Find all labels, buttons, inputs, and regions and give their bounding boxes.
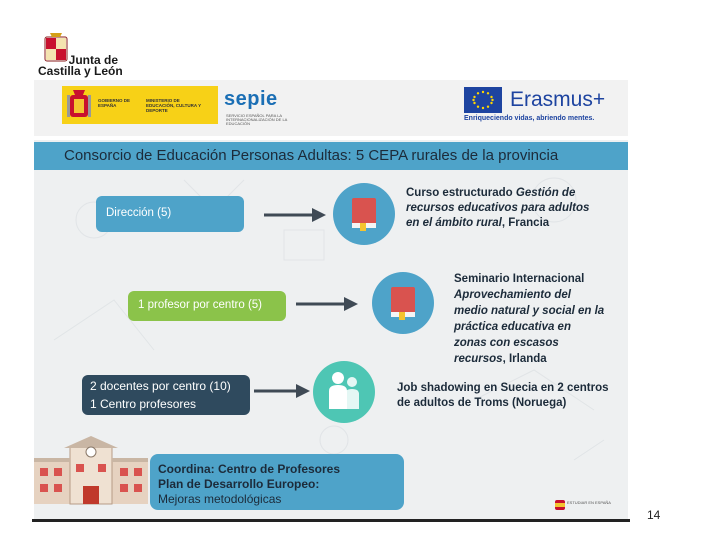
activity-2	[454, 271, 604, 367]
footer-line	[32, 519, 630, 522]
activity-2-l6b: , Irlanda	[502, 353, 547, 365]
box-docentes-line2: 1 Centro profesores	[90, 397, 197, 411]
activity-2-l3: medio natural y social en la	[454, 305, 605, 317]
box-direccion-label: Dirección (5)	[106, 207, 172, 219]
activity-2-l1: Seminario Internacional	[454, 273, 585, 285]
gov-text2: MINISTERIO DE EDUCACIÓN, CULTURA Y DEPORTE	[146, 98, 202, 113]
activity-1	[406, 186, 589, 231]
activity-2-l2: Aprovechamiento del	[454, 289, 571, 301]
activity-2-l6a: recursos	[454, 353, 503, 365]
coordination-line3: Mejoras metodológicas	[158, 492, 282, 506]
people-circle	[313, 361, 375, 423]
box-direccion	[96, 196, 244, 232]
erasmus-logo: Erasmus+	[510, 88, 606, 111]
box-docentes-line1: 2 docentes por centro (10)	[90, 379, 231, 393]
book-icon	[333, 183, 395, 245]
estudiar-logo-text: ESTUDIAR EN ESPAÑA	[567, 500, 611, 505]
sepie-logo: sepie	[224, 88, 278, 110]
jcyl-line1: Junta de	[68, 53, 118, 67]
jcyl-line2: Castilla y León	[38, 64, 123, 78]
box-profesor	[128, 291, 286, 321]
box-docentes	[82, 375, 250, 415]
gov-text1: GOBIERNO DE ESPAÑA	[98, 98, 131, 108]
jcyl-logo-text	[38, 53, 123, 78]
activity-1-l1a: Curso estructurado	[406, 187, 516, 199]
box-profesor-label: 1 profesor por centro (5)	[138, 299, 263, 311]
activity-3	[397, 381, 609, 411]
sepie-subtitle: SERVICIO ESPAÑOL PARA LA INTERNACIONALIZACIÓN DE LA EDUCACIÓN	[226, 113, 288, 126]
activity-1-l2: recursos educativos para adultos	[406, 202, 590, 214]
arrow-icon	[264, 207, 326, 223]
page-number: 14	[647, 508, 661, 522]
activity-1-l1b: Gestión de	[515, 187, 576, 199]
coordination-line2: Plan de Desarrollo Europeo:	[158, 477, 320, 491]
activity-2-l4: práctica educativa en	[454, 321, 571, 333]
estudiar-espana-logo	[555, 497, 611, 513]
school-building-icon	[34, 436, 148, 504]
coordination-line1: Coordina: Centro de Profesores	[158, 462, 341, 476]
diagram-title: Consorcio de Educación Personas Adultas: 5 CEPA rurales de la provincia	[64, 147, 559, 164]
activity-1-l3a: en el ámbito rural	[406, 217, 502, 229]
book-circle-2	[372, 272, 434, 334]
coordination-box	[150, 454, 404, 510]
arrow-icon	[254, 383, 310, 399]
activity-2-l5: zonas con escasos	[454, 337, 559, 349]
erasmus-tagline: Enriqueciendo vidas, abriendo mentes.	[464, 115, 595, 122]
book-icon	[372, 272, 434, 334]
eu-flag-icon	[464, 87, 502, 113]
gov-shield-icon	[66, 89, 92, 121]
book-circle-1	[333, 183, 395, 245]
activity-3-l1: Job shadowing en Suecia en 2 centros	[397, 382, 609, 394]
activity-1-l3b: , Francia	[501, 217, 550, 229]
activity-3-l2: de adultos de Troms (Noruega)	[397, 397, 567, 409]
people-icon	[313, 361, 375, 423]
arrow-icon	[296, 296, 358, 312]
